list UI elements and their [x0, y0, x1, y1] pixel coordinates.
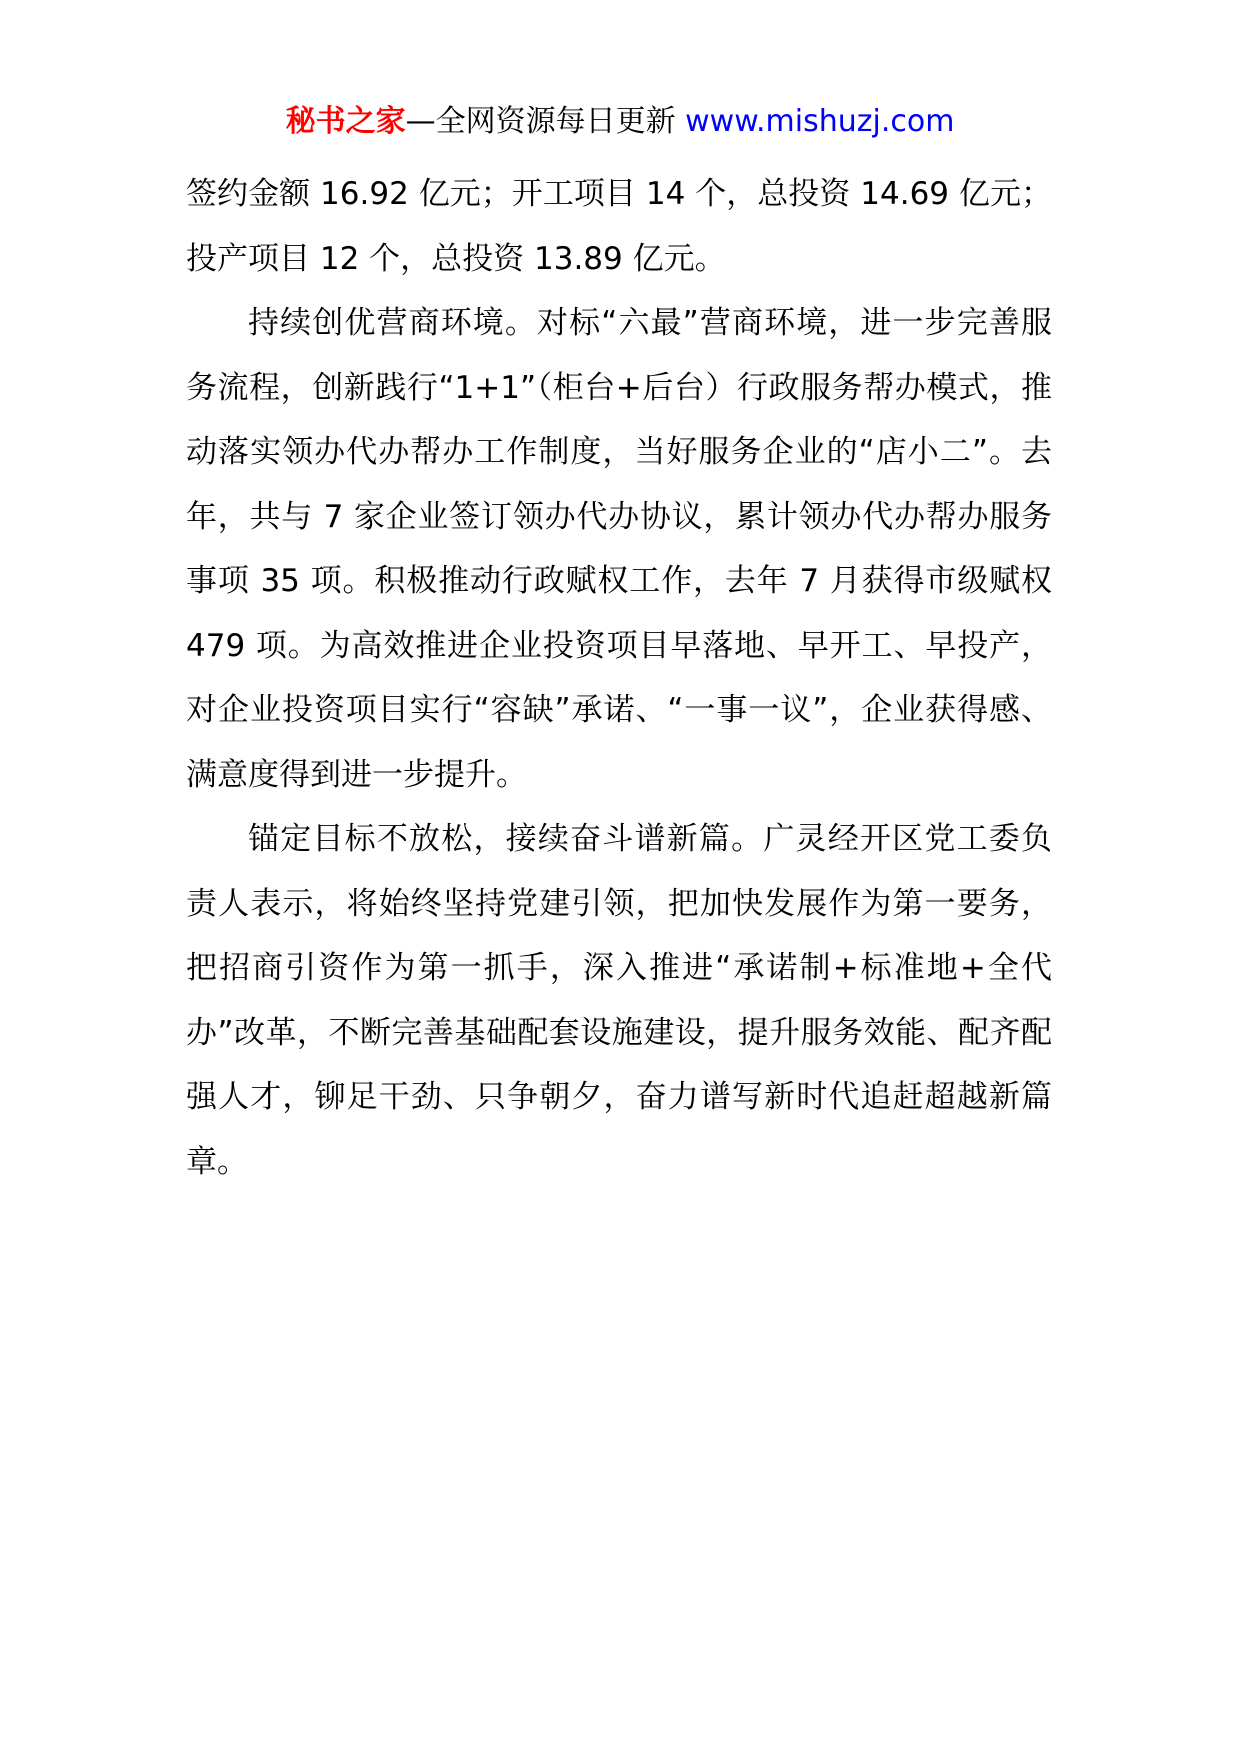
- document-body: [186, 162, 1052, 1194]
- paragraph-business-environment: 持续创优营商环境。对标“六最”营商环境，进一步完善服务流程，创新践行“1+1”（柜台+后台）行政服务帮办模式，推动落实领办代办帮办工作制度，当好服务企业的“店小二”。去年，共与 7 家企业签订领办代办协议，累计领办代办帮办服务事项 35 项。积极推动行政赋权工作，去年 7 月获得市级赋权 479 项。为高效推进企业投资项目早落地、早开工、早投产，对企业投资项目实行“容缺”承诺、“一事一议”，企业获得感、满意度得到进一步提升。: [186, 305, 1052, 793]
- website-link[interactable]: www.mishuzj.com: [685, 104, 955, 139]
- header-tagline: —全网资源每日更新: [405, 104, 686, 139]
- paragraph-continuation: 签约金额 16.92 亿元；开工项目 14 个，总投资 14.69 亿元；投产项目 12 个，总投资 13.89 亿元。: [186, 176, 1052, 277]
- page-header: [0, 100, 1240, 144]
- brand-name: 秘书之家: [285, 104, 406, 139]
- paragraph-goals: 锚定目标不放松，接续奋斗谱新篇。广灵经开区党工委负责人表示，将始终坚持党建引领，把加快发展作为第一要务，把招商引资作为第一抓手，深入推进“承诺制+标准地+全代办”改革，不断完善基础配套设施建设，提升服务效能、配齐配强人才，铆足干劲、只争朝夕，奋力谱写新时代追赶超越新篇章。: [186, 821, 1052, 1180]
